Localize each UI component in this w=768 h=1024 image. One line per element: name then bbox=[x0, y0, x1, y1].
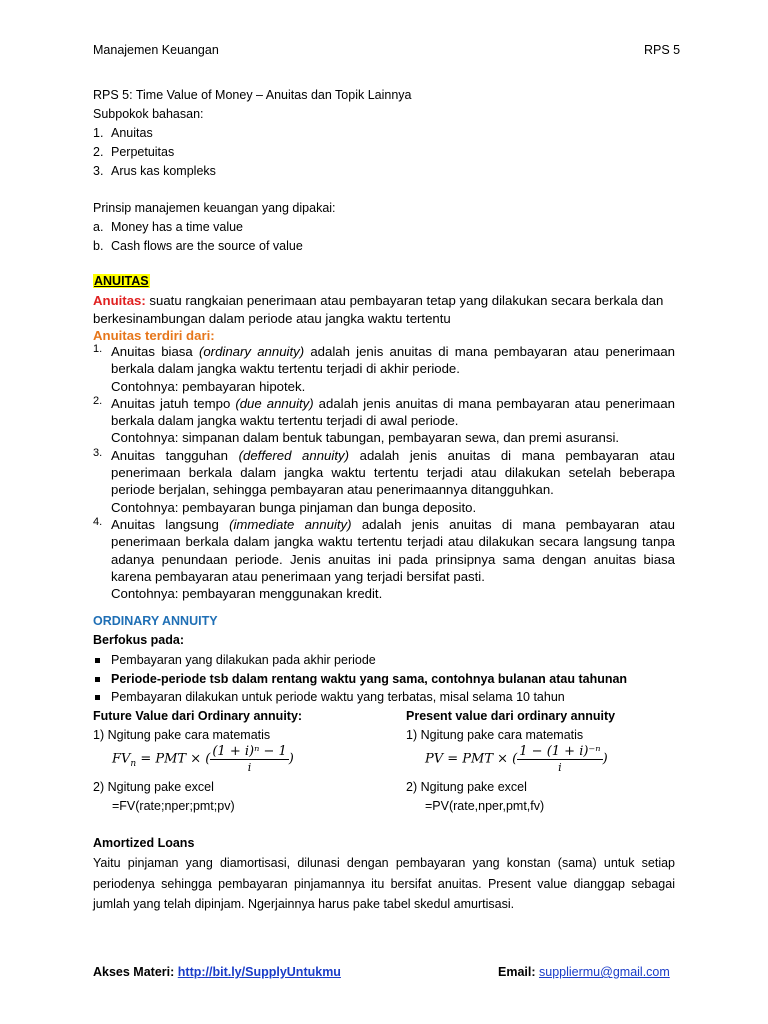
anuitas-type-item: 4. Anuitas langsung (immediate annuity) adalah jenis anuitas di mana pembayaran atau penerimaan berkala dalam jangka waktu tertentu terjadi atau dilakukan secara langsung tanpa adanya penundaan periode. Jenis anuitas ini pada prinsipnya sama dengan anuitas biasa karena pembayaran atau penerimaan yang terjadi bersifat pasti. Contohnya: pembayaran menggunakan kredit. bbox=[93, 515, 676, 602]
ordinary-annuity-heading: ORDINARY ANNUITY bbox=[93, 614, 218, 628]
pv-title: Present value dari ordinary annuity bbox=[406, 709, 616, 723]
fv-step-excel: 2) Ngitung pake excel bbox=[93, 780, 214, 794]
focus-bullet: Pembayaran dilakukan untuk periode waktu yang terbatas, misal selama 10 tahun bbox=[93, 688, 683, 707]
amortized-paragraph: Yaitu pinjaman yang diamortisasi, dilunasi dengan pembayaran yang konstan (sama) untuk setiap periodenya sehingga pembayaran pinjamannya itu bersifat anuitas. Present value dianggap sebagai jumlah yang telah dipinjam. Ngerjainnya harus pake tabel skedul amurtisasi. bbox=[93, 856, 675, 911]
focus-label: Berfokus pada: bbox=[93, 633, 184, 647]
pv-formula: PV = PMT × ( $\frac{\text{1 − (1 + i)⁻ⁿ}}{i}$ ) bbox=[425, 744, 608, 774]
subtopic-item: 2. Perpetuitas bbox=[93, 145, 175, 159]
anuitas-heading: ANUITAS bbox=[94, 274, 149, 288]
principle-item: a. Money has a time value bbox=[93, 220, 244, 234]
anuitas-types-heading: Anuitas terdiri dari: bbox=[93, 328, 215, 343]
pv-step-excel: 2) Ngitung pake excel bbox=[406, 780, 527, 794]
anuitas-type-item: 1. Anuitas biasa (ordinary annuity) adalah jenis anuitas di mana pembayaran atau penerimaan berkala dalam jangka waktu tertentu terjadi di akhir periode. Contohnya: pembayaran hipotek. bbox=[93, 343, 675, 394]
fv-excel-formula: =FV(rate;nper;pmt;pv) bbox=[112, 799, 235, 813]
access-link[interactable]: http://bit.ly/SupplyUntukmu bbox=[177, 965, 341, 979]
subtopic-label: Subpokok bahasan: bbox=[93, 107, 204, 121]
principle-item: b. Cash flows are the source of value bbox=[93, 239, 303, 253]
anuitas-types-list bbox=[93, 343, 675, 602]
anuitas-term: Anuitas: bbox=[93, 293, 146, 308]
email-link[interactable]: suppliermu@gmail.com bbox=[539, 965, 670, 979]
anuitas-type-item: 2. Anuitas jatuh tempo (due annuity) adalah jenis anuitas di mana pembayaran atau penerimaan berkala dalam jangka waktu tertentu terjadi di awal periode. Contohnya: simpanan dalam bentuk tabungan, pembayaran sewa, dan premi asuransi. bbox=[93, 394, 675, 446]
fv-step-math: 1) Ngitung pake cara matematis bbox=[93, 728, 271, 742]
subtopic-item: 3. Arus kas kompleks bbox=[93, 164, 216, 178]
fv-formula: $FV_n$ = PMT × ( $\frac{\text{(1 + i)ⁿ − 1}}{i}$ ) bbox=[112, 744, 294, 774]
anuitas-type-item: 3. Anuitas tangguhan (deffered annuity) adalah jenis anuitas di mana pembayaran atau penerimaan berkala dalam jangka waktu tertentu terjadi atau dilakukan setelah beberapa periode berjalan, sehingga pembayaran atau penerimaannya ditangguhkan. Contohnya: pembayaran bunga pinjaman dan bunga deposito. bbox=[93, 446, 675, 515]
fv-title: Future Value dari Ordinary annuity: bbox=[93, 709, 303, 723]
header-course-title: Manajemen Keuangan bbox=[93, 43, 219, 57]
principles-section bbox=[93, 199, 683, 256]
footer-email: Email: suppliermu@gmail.com bbox=[498, 965, 670, 979]
focus-bullets bbox=[93, 651, 683, 707]
subtopic-item: 1. Anuitas bbox=[93, 126, 153, 140]
pv-step-math: 1) Ngitung pake cara matematis bbox=[406, 728, 584, 742]
header-rps-label: RPS 5 bbox=[644, 43, 681, 57]
intro-section bbox=[93, 86, 683, 181]
footer-access: Akses Materi: http://bit.ly/SupplyUntukmu bbox=[93, 965, 341, 979]
principles-label: Prinsip manajemen keuangan yang dipakai: bbox=[93, 201, 336, 215]
amortized-loans-heading: Amortized Loans bbox=[93, 836, 195, 850]
anuitas-definition: Anuitas: suatu rangkaian penerimaan atau pembayaran tetap yang dilakukan secara berkala dan berkesinambungan dalam periode atau jangka waktu tertentu Anuitas terdiri dari: bbox=[93, 292, 683, 345]
doc-title: RPS 5: Time Value of Money – Anuitas dan Topik Lainnya bbox=[93, 88, 412, 102]
pv-excel-formula: =PV(rate,nper,pmt,fv) bbox=[425, 799, 545, 813]
focus-bullet: Pembayaran yang dilakukan pada akhir periode bbox=[93, 651, 683, 670]
focus-bullet: Periode-periode tsb dalam rentang waktu yang sama, contohnya bulanan atau tahunan bbox=[93, 670, 683, 689]
